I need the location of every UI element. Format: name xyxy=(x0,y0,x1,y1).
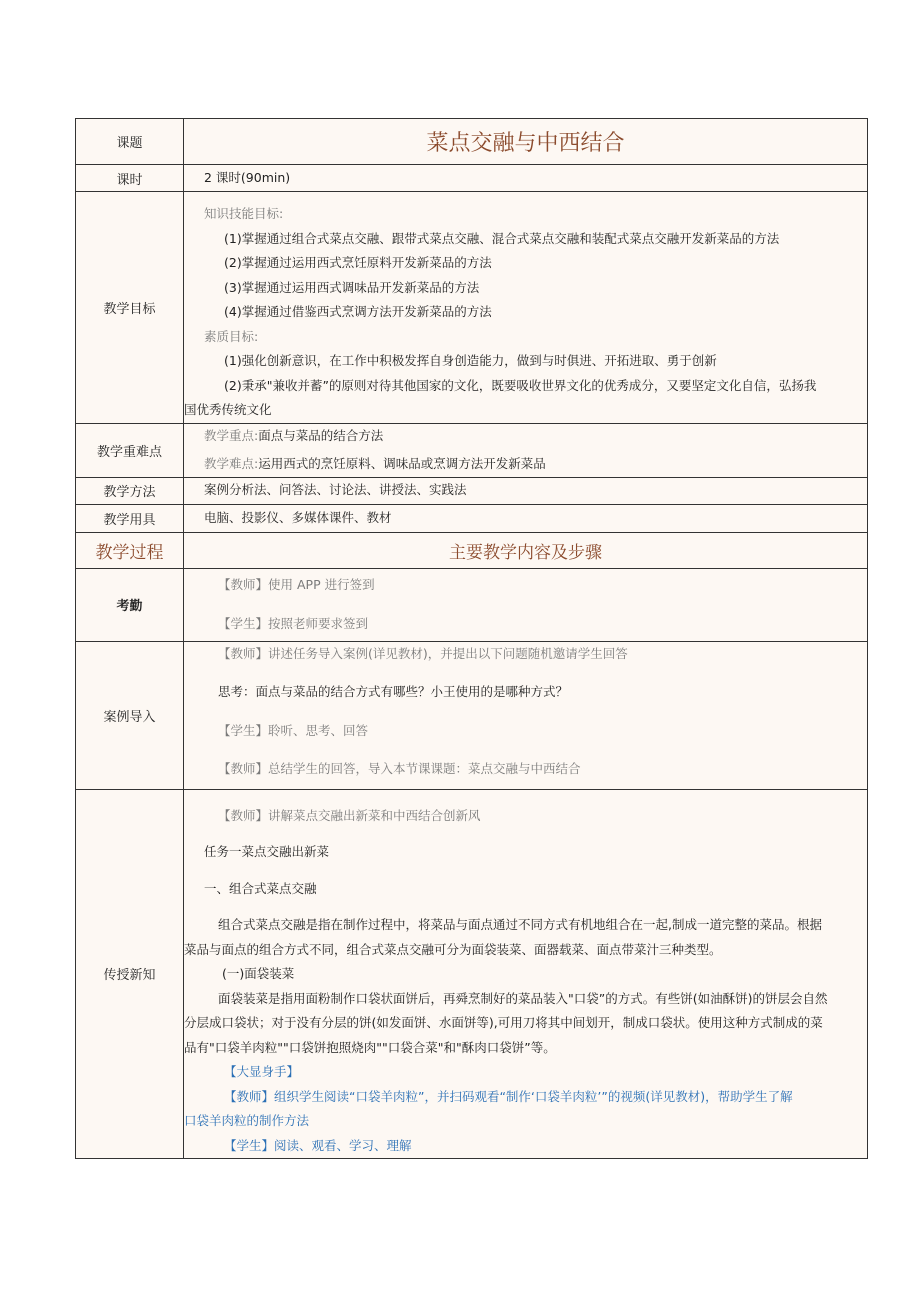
nk-activity-title: 【大显身手】 xyxy=(224,1064,300,1079)
quality-heading: 素质目标: xyxy=(204,328,259,344)
knowledge-item: (2)掌握通过运用西式烹饪原料开发新菜品的方法 xyxy=(224,255,492,270)
hours-label: 课时 xyxy=(76,165,184,192)
knowledge-heading: 知识技能目标: xyxy=(204,206,284,221)
nk-activity-student: 【学生】阅读、观看、学习、理解 xyxy=(224,1137,412,1153)
keypoints-content xyxy=(184,423,868,477)
nk-task-title: 任务一菜点交融出新菜 xyxy=(204,844,330,859)
nk-sub-title: (一)面袋装菜 xyxy=(222,966,295,981)
tools-row xyxy=(76,504,868,532)
methods-label: 教学方法 xyxy=(76,477,184,504)
knowledge-item: (4)掌握通过借鉴西式烹调方法开发新菜品的方法 xyxy=(224,304,492,319)
knowledge-item: (1)掌握通过组合式菜点交融、跟带式菜点交融、混合式菜点交融和装配式菜点交融开发新菜品的方法 xyxy=(224,230,780,246)
process-header-right: 主要教学内容及步骤 xyxy=(184,532,868,568)
case-teacher-1: 【教师】讲述任务导入案例(详见教材)，并提出以下问题随机邀请学生回答 xyxy=(218,645,628,661)
methods-row xyxy=(76,477,868,504)
attendance-student: 【学生】按照老师要求签到 xyxy=(218,615,369,631)
nk-para1-line2: 菜品与面点的组合方式不同，组合式菜点交融可分为面袋装菜、面器载菜、面点带菜汁三种类型。 xyxy=(184,941,722,957)
quality-item-continued: 国优秀传统文化 xyxy=(184,402,272,417)
lesson-plan-table xyxy=(75,118,868,1159)
case-intro-content xyxy=(184,641,868,789)
case-teacher-2: 【教师】总结学生的回答，导入本节课课题：菜点交融与中西结合 xyxy=(218,761,581,776)
topic-row xyxy=(76,119,868,165)
new-knowledge-content xyxy=(184,789,868,1159)
nk-para1-line1: 组合式菜点交融是指在制作过程中，将菜品与面点通过不同方式有机地组合在一起,制成一道完整的菜品。根据 xyxy=(218,917,822,932)
attendance-teacher: 【教师】使用 APP 进行签到 xyxy=(218,577,375,592)
new-knowledge-row xyxy=(76,789,868,1159)
objectives-content xyxy=(184,192,868,424)
case-intro-row xyxy=(76,641,868,789)
process-header-left: 教学过程 xyxy=(76,532,184,568)
tools-label: 教学用具 xyxy=(76,504,184,532)
nk-teacher-intro: 【教师】讲解菜点交融出新菜和中西结合创新风 xyxy=(218,807,481,823)
quality-item: (1)强化创新意识，在工作中积极发挥自身创造能力，做到与时俱进、开拓进取、勇于创新 xyxy=(224,353,717,368)
quality-item: (2)秉承"兼收并蓄”的原则对待其他国家的文化，既要吸收世界文化的优秀成分，又要坚定文化自信，弘扬我 xyxy=(224,377,817,393)
topic-label: 课题 xyxy=(76,119,184,165)
objectives-label: 教学目标 xyxy=(76,192,184,424)
knowledge-item: (3)掌握通过运用西式调味品开发新菜品的方法 xyxy=(224,279,480,295)
attendance-content xyxy=(184,568,868,641)
case-question: 思考：面点与菜品的结合方式有哪些？小王使用的是哪种方式？ xyxy=(218,684,569,699)
nk-activity-teacher-line2: 口袋羊肉粒的制作方法 xyxy=(184,1113,310,1128)
hours-row xyxy=(76,165,868,192)
new-knowledge-label: 传授新知 xyxy=(76,789,184,1159)
methods-value: 案例分析法、问答法、讨论法、讲授法、实践法 xyxy=(184,477,868,504)
keypoints-row xyxy=(76,423,868,477)
nk-activity-teacher-line1: 【教师】组织学生阅读“口袋羊肉粒”，并扫码观看“制作‘口袋羊肉粒’”的视频(详见教材)，帮助学生了解 xyxy=(224,1088,793,1104)
tools-value: 电脑、投影仪、多媒体课件、教材 xyxy=(184,504,868,532)
difficult-tag: 教学难点: xyxy=(204,456,259,471)
attendance-label: 考勤 xyxy=(76,568,184,641)
difficult-text: 运用西式的烹饪原料、调味品或烹调方法开发新菜品 xyxy=(258,456,546,471)
attendance-row xyxy=(76,568,868,641)
nk-para2-line3: 品有"口袋羊肉粒""口袋饼抱照烧肉""口袋合菜"和"酥肉口袋饼”等。 xyxy=(184,1039,556,1055)
case-intro-label: 案例导入 xyxy=(76,641,184,789)
nk-para2-line2: 分层成口袋状；对于没有分层的饼(如发面饼、水面饼等),可用刀将其中间划开，制成口袋状。使用这种方式制成的菜 xyxy=(184,1015,823,1030)
lesson-title: 菜点交融与中西结合 xyxy=(184,119,868,165)
hours-value: 2 课时(90min) xyxy=(184,165,868,192)
case-student: 【学生】聆听、思考、回答 xyxy=(218,722,369,738)
nk-para2-line1: 面袋装菜是指用面粉制作口袋状面饼后，再舜烹制好的菜品装入"口袋”的方式。有些饼(如油酥饼)的饼层会自然 xyxy=(218,990,828,1006)
objectives-row xyxy=(76,192,868,424)
process-header-row xyxy=(76,532,868,568)
nk-section-title: 一、组合式菜点交融 xyxy=(204,880,317,896)
keypoints-label: 教学重难点 xyxy=(76,423,184,477)
key-tag: 教学重点: xyxy=(204,427,259,443)
key-text: 面点与菜品的结合方法 xyxy=(258,427,384,443)
